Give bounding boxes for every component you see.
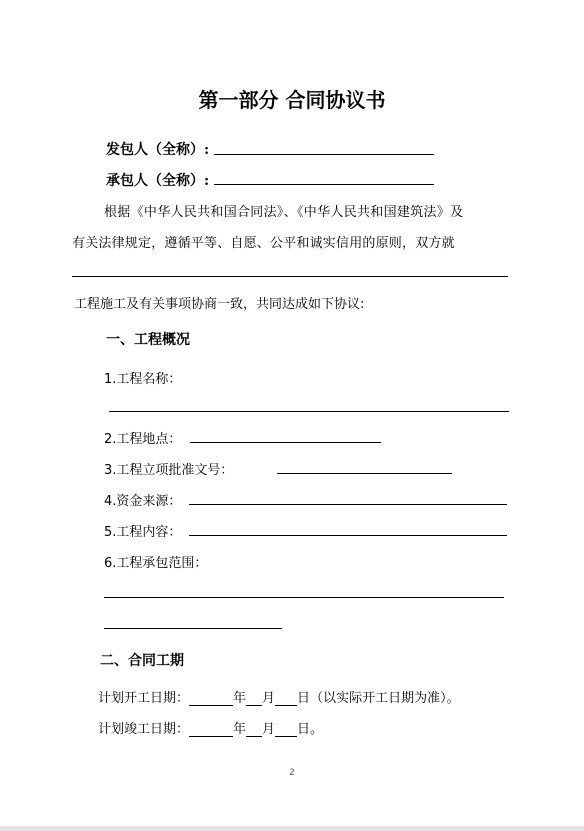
contract-scope-field-line-2[interactable] [104, 628, 282, 629]
project-location-field[interactable] [190, 442, 381, 443]
project-name-label: 1.工程名称： [104, 372, 182, 387]
approval-number-field[interactable] [277, 473, 452, 474]
contractor-label: 承包人（全称）: [106, 173, 210, 189]
contract-scope-label: 6.工程承包范围： [104, 556, 208, 571]
preamble-line-3: 工程施工及有关事项协商一致，共同达成如下协议: [74, 297, 365, 312]
start-year-unit: 年 [233, 691, 247, 706]
contract-scope-field-line-1[interactable] [104, 597, 504, 598]
page-bottom-edge [0, 826, 584, 831]
planned-completion-label: 计划竣工日期： [98, 722, 190, 737]
planned-start-label: 计划开工日期： [98, 691, 190, 706]
end-day-field[interactable] [275, 722, 297, 737]
approval-number-label: 3.工程立项批准文号： [104, 463, 234, 478]
project-name-field[interactable] [109, 411, 509, 412]
funding-source-field[interactable] [189, 504, 507, 505]
planned-start-row [98, 687, 460, 706]
planned-completion-row [98, 718, 323, 737]
preamble-line-2: 有关法律规定，遵循平等、自愿、公平和诚实信用的原则，双方就 [72, 236, 455, 251]
start-month-field[interactable] [246, 691, 262, 706]
end-year-unit: 年 [233, 722, 247, 737]
end-month-unit: 月 [262, 722, 276, 737]
start-month-unit: 月 [262, 691, 276, 706]
section-2-heading: 二、合同工期 [100, 653, 184, 669]
page-number: 2 [289, 768, 295, 778]
start-date-note: （以实际开工日期为准）。 [310, 691, 460, 706]
preamble-line-1: 根据《中华人民共和国合同法》、《中华人民共和国建筑法》及 [104, 205, 464, 220]
contractor-name-field[interactable] [214, 184, 434, 185]
employer-name-field[interactable] [214, 154, 434, 155]
project-content-label: 5.工程内容： [104, 525, 182, 540]
section-1-heading: 一、工程概况 [106, 332, 190, 348]
funding-source-label: 4.资金来源： [104, 494, 182, 509]
end-month-field[interactable] [246, 722, 262, 737]
document-title: 第一部分 合同协议书 [198, 88, 386, 112]
end-year-field[interactable] [189, 722, 233, 737]
project-name-blank[interactable] [72, 276, 508, 277]
project-location-label: 2.工程地点： [104, 432, 182, 447]
start-day-unit: 日 [297, 691, 311, 706]
project-content-field[interactable] [189, 535, 507, 536]
start-day-field[interactable] [275, 691, 297, 706]
end-day-unit: 日。 [297, 722, 324, 737]
employer-label: 发包人（全称）: [106, 142, 210, 158]
start-year-field[interactable] [189, 691, 233, 706]
